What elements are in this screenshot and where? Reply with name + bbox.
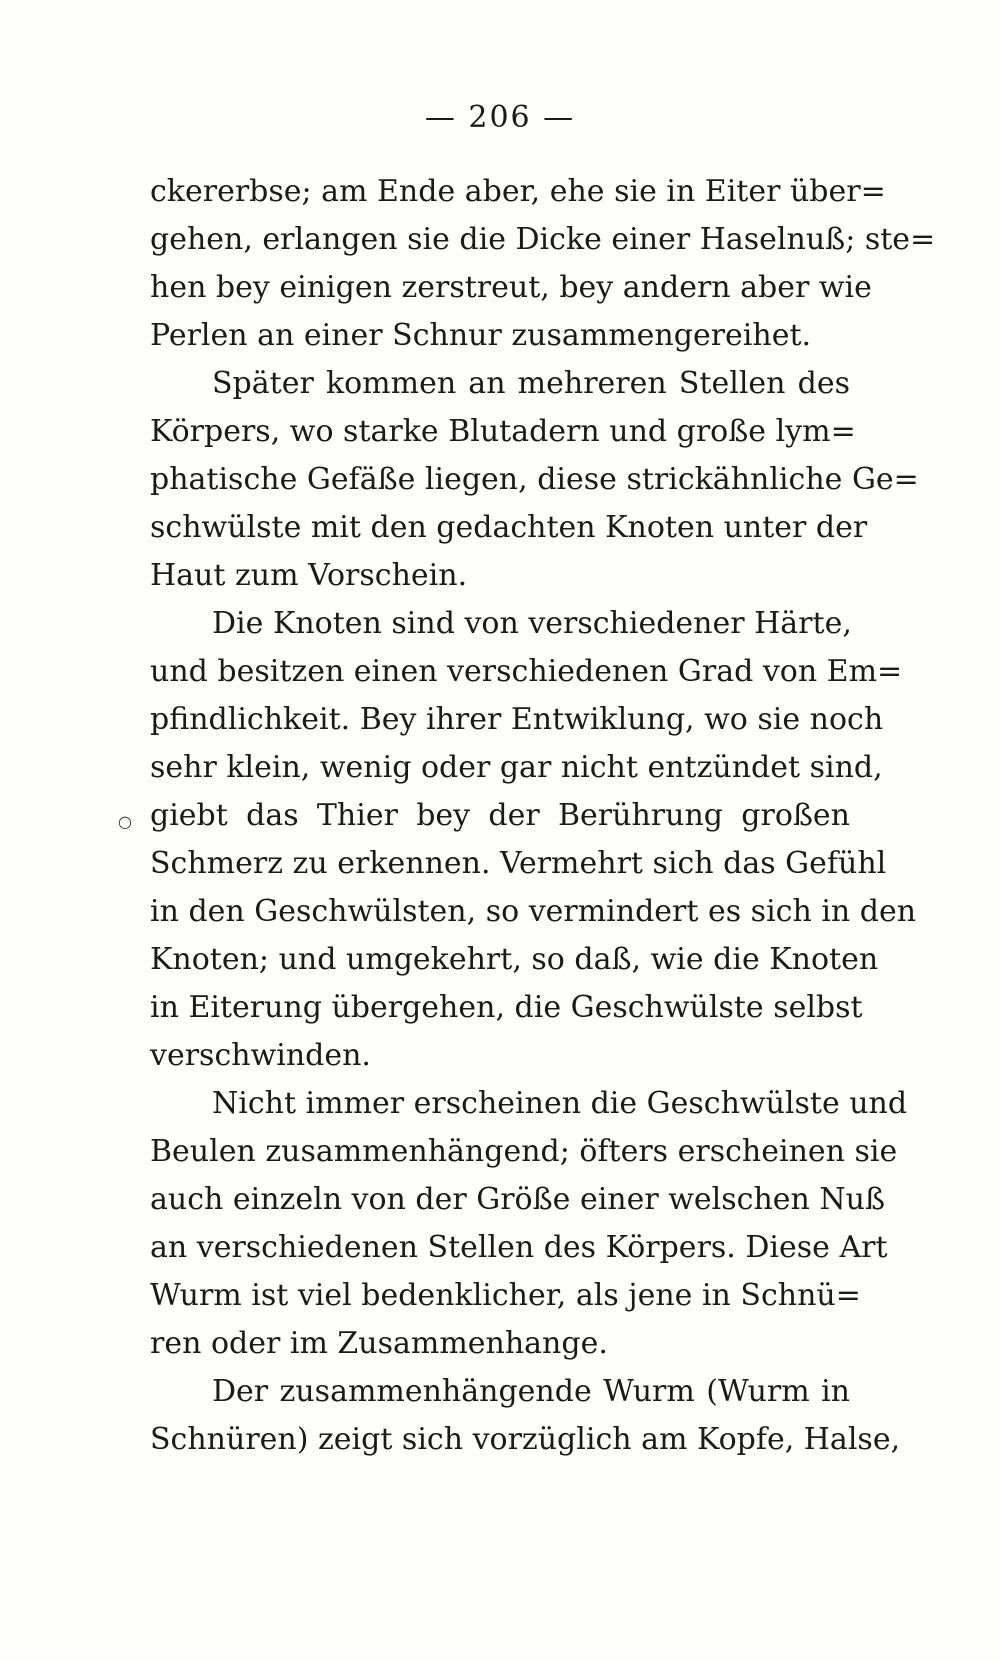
text-line: Schnüren) zeigt sich vorzüglich am Kopfe, Halse, (150, 1422, 901, 1457)
text-line: schwülste mit den gedachten Knoten unter der (150, 510, 868, 545)
text-line: hen bey einigen zerstreut, bey andern aber wie (150, 270, 872, 305)
text-line: Schmerz zu erkennen. Vermehrt sich das Gefühl (150, 846, 887, 881)
text-line: Wurm ist viel bedenklicher, als jene in Schnü= (150, 1278, 861, 1313)
text-line: auch einzeln von der Größe einer welschen Nuß (150, 1182, 886, 1217)
text-line: verschwinden. (150, 1038, 371, 1073)
text-line: und besitzen einen verschiedenen Grad von Em= (150, 654, 903, 689)
text-line: gehen, erlangen sie die Dicke einer Haselnuß; ste= (150, 222, 936, 257)
body-text (150, 168, 936, 1464)
text-line: Beulen zusammenhängend; öfters erscheinen sie (150, 1134, 898, 1169)
text-line: an verschiedenen Stellen des Körpers. Diese Art (150, 1230, 888, 1265)
text-line: Nicht immer erscheinen die Geschwülste und (212, 1086, 908, 1121)
text-line: giebt das Thier bey der Berührung großen (150, 798, 850, 833)
text-line: phatische Gefäße liegen, diese strickähnliche Ge= (150, 462, 919, 497)
text-line: Der zusammenhängende Wurm (Wurm in (212, 1374, 850, 1409)
text-line: pfindlichkeit. Bey ihrer Entwiklung, wo sie noch (150, 702, 884, 737)
text-line: Haut zum Vorschein. (150, 558, 468, 593)
text-line: ren oder im Zusammenhange. (150, 1326, 608, 1361)
text-line: in den Geschwülsten, so vermindert es sich in den (150, 894, 917, 929)
page-number-header: — 206 — (424, 100, 576, 135)
text-line: Später kommen an mehreren Stellen des (212, 366, 850, 401)
text-line: Perlen an einer Schnur zusammengereihet. (150, 318, 812, 353)
text-line: in Eiterung übergehen, die Geschwülste selbst (150, 990, 863, 1025)
text-line: Körpers, wo starke Blutadern und große lym= (150, 414, 856, 449)
text-line: Knoten; und umgekehrt, so daß, wie die Knoten (150, 942, 879, 977)
text-line: Die Knoten sind von verschiedener Härte, (212, 606, 852, 641)
stray-mark-icon: ○ (118, 812, 132, 831)
text-line: sehr klein, wenig oder gar nicht entzündet sind, (150, 750, 883, 785)
text-line: ckererbse; am Ende aber, ehe sie in Eiter über= (150, 174, 886, 209)
